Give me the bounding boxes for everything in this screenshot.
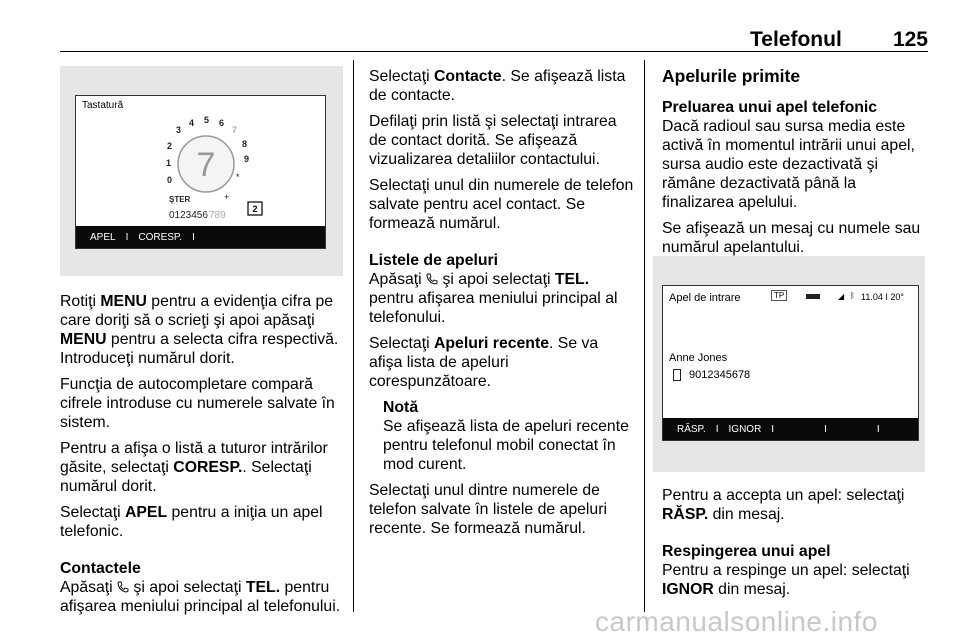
- page-number: 125: [892, 28, 928, 51]
- wheel-digit: 2: [167, 141, 173, 151]
- status-clock: 11.04 I 20°: [861, 292, 904, 302]
- paragraph: Selectaţi Contacte. Se afişează lista de contacte.: [369, 68, 626, 104]
- wheel-digit: 7: [232, 125, 238, 135]
- softkey-separator: I: [876, 423, 880, 435]
- incoming-call-figure: [653, 256, 925, 472]
- softkey-separator: I: [771, 423, 775, 435]
- phone-icon: [426, 273, 438, 285]
- paragraph: Apăsaţi şi apoi selectaţi TEL. pentru afişarea meniului principal al telefonului.: [60, 579, 341, 615]
- paragraph: Defilaţi prin listă şi selectaţi intrarea de contact dorită. Se afişează vizualizarea detaliilor contactului.: [369, 113, 617, 168]
- watermark: carmanualsonline.info: [595, 606, 878, 637]
- softkey-separator: I: [125, 231, 129, 243]
- wheel-digit: 8: [242, 139, 248, 149]
- section-heading: Respingerea unui apel: [662, 543, 831, 560]
- note-title: Notă: [383, 399, 419, 416]
- incoming-call-softkey-bar: [663, 418, 918, 440]
- caller-name: Anne Jones: [669, 352, 728, 364]
- count-badge: 2: [252, 204, 258, 214]
- column-2: [369, 67, 635, 545]
- bluetooth-icon: ᛒ: [850, 291, 855, 300]
- tp-badge: TP: [771, 290, 787, 301]
- wheel-digit: 3: [176, 125, 182, 135]
- softkey-separator: I: [715, 423, 719, 435]
- softkey-coresp[interactable]: CORESP.: [138, 231, 183, 243]
- paragraph: Pentru a accepta un apel: selectaţi RĂSP. din mesaj.: [662, 487, 905, 523]
- softkey-rasp[interactable]: RĂSP.: [677, 423, 706, 435]
- battery-icon: [806, 294, 820, 299]
- wheel-digit: 5: [204, 115, 210, 125]
- incoming-call-title: Apel de intrare: [669, 292, 741, 304]
- header-rule: [60, 51, 928, 52]
- selected-digit: 7: [196, 146, 216, 184]
- paragraph: Rotiţi MENU pentru a evidenţia cifra pe care doriţi să o scrieţi şi apoi apăsaţi MENU pentru a selecta cifra respectivă. Introduceţi numărul dorit.: [60, 293, 339, 367]
- entered-number: 0123456: [169, 210, 208, 221]
- paragraph: Selectaţi unul dintre numerele de telefon salvate în listele de apeluri recente. Se formează numărul.: [369, 482, 607, 537]
- wheel-digit: 6: [219, 118, 225, 128]
- star-icon: *: [236, 172, 240, 182]
- column-1: [60, 292, 345, 623]
- softkey-ignor[interactable]: IGNOR: [728, 423, 762, 435]
- section-heading: Contactele: [60, 560, 141, 577]
- keypad-softkey-bar: [76, 226, 325, 248]
- wheel-digit: 4: [189, 118, 195, 128]
- keypad-screen: [75, 95, 326, 249]
- incoming-call-screen: [662, 285, 919, 441]
- section-heading: Preluarea unui apel telefonic: [662, 99, 878, 116]
- paragraph: Selectaţi Apeluri recente. Se va afişa lista de apeluri corespunzătoare.: [369, 335, 599, 390]
- delete-label: ŞTER: [169, 195, 191, 204]
- paragraph: Dacă radioul sau sursa media este activă în momentul intrării unui apel, sursa audio este dezactivată şi rămâne dezactivată până la finalizarea apelului.: [662, 118, 915, 211]
- phone-icon: [117, 581, 129, 593]
- column-divider-2: [644, 60, 645, 612]
- paragraph: Pentru a afişa o listă a tuturor intrărilor găsite, selectaţi CORESP.. Selectaţi numărul dorit.: [60, 440, 328, 495]
- column-divider-1: [353, 60, 354, 612]
- signal-icon: ◢: [838, 292, 845, 301]
- keypad-figure: [60, 66, 343, 276]
- softkey-apel[interactable]: APEL: [90, 231, 116, 243]
- section-heading: Listele de apeluri: [369, 252, 499, 269]
- caller-number: 9012345678: [689, 369, 751, 381]
- chapter-title: Telefonul: [750, 28, 842, 51]
- column-3-lower: [662, 486, 932, 606]
- section-title: Apelurile primite: [662, 66, 801, 86]
- wheel-digit: 9: [244, 154, 250, 164]
- paragraph: Funcţia de autocompletare compară cifrele introduse cu numerele salvate în sistem.: [60, 376, 335, 431]
- mobile-phone-icon: [673, 369, 681, 381]
- column-3: [662, 67, 932, 264]
- paragraph: Pentru a respinge un apel: selectaţi IGNOR din mesaj.: [662, 562, 910, 598]
- wheel-digit: 0: [167, 175, 173, 185]
- plus-icon: +: [224, 192, 230, 202]
- paragraph: Selectaţi unul din numerele de telefon salvate pentru acel contact. Se formează numărul.: [369, 177, 634, 232]
- page-header: [750, 28, 928, 52]
- entered-number-suggestion: 789: [209, 210, 226, 221]
- note-text: Se afişează lista de apeluri recente pentru telefonul mobil conectat în mod curent.: [383, 418, 629, 473]
- paragraph: Se afişează un mesaj cu numele sau numărul apelantului.: [662, 220, 921, 256]
- softkey-separator: I: [192, 231, 195, 243]
- paragraph: Selectaţi APEL pentru a iniţia un apel telefonic.: [60, 504, 323, 540]
- keypad-title: Tastatură: [82, 100, 124, 111]
- paragraph: Apăsaţi şi apoi selectaţi TEL. pentru afişarea meniului principal al telefonului.: [369, 271, 618, 326]
- wheel-digit: 1: [166, 158, 172, 168]
- softkey-separator: I: [824, 423, 827, 435]
